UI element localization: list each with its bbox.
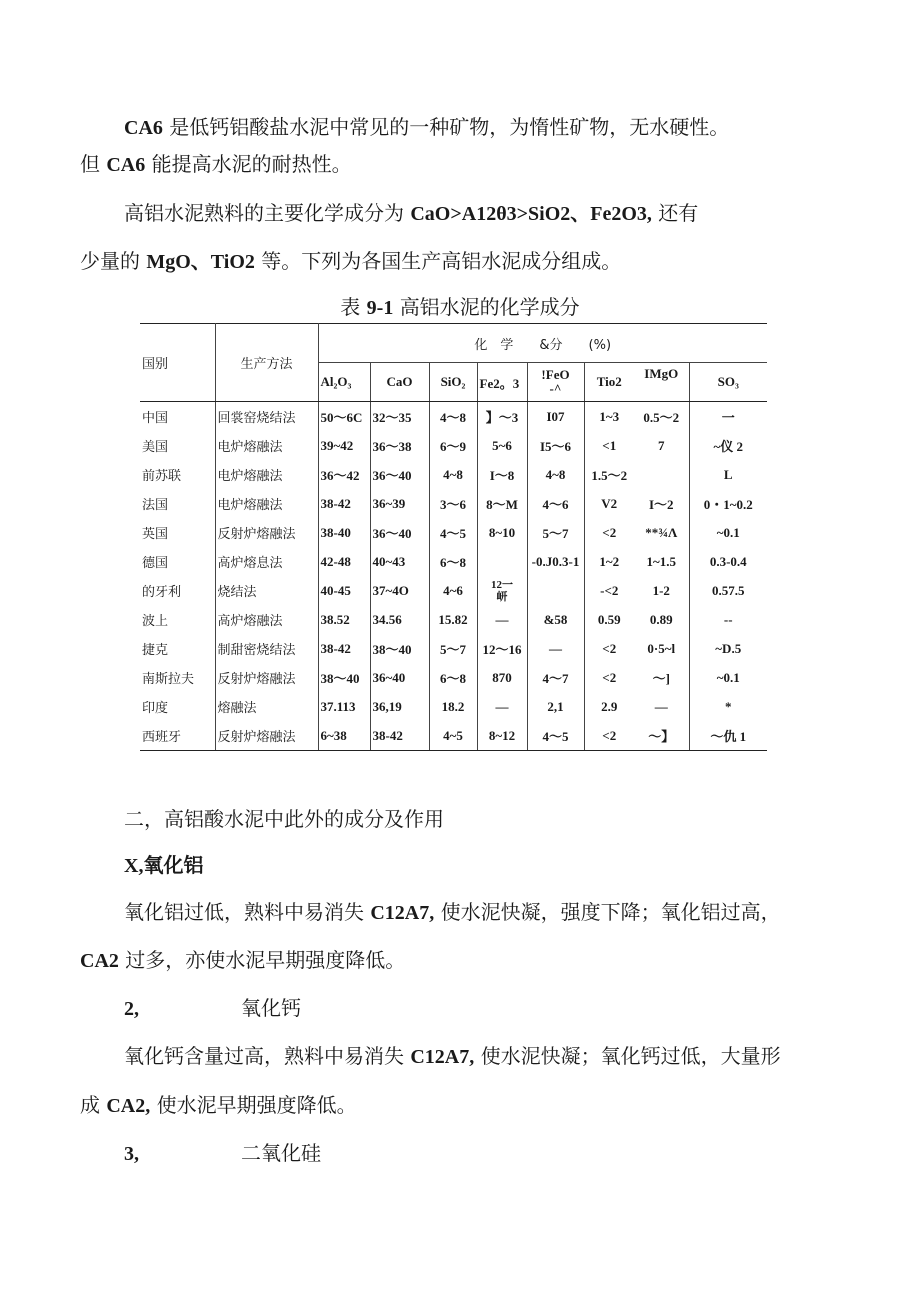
- cell-tio2: 1~3: [599, 408, 620, 424]
- section-heading: 二，高铝酸水泥中此外的成分及作用: [124, 807, 444, 831]
- cell-cao: 36~39: [370, 489, 429, 518]
- cell-fe2o3: 12一 岍: [477, 576, 527, 605]
- cell-method: 反射炉熔融法: [215, 518, 318, 547]
- paragraph-text: 使水泥早期强度降低。: [156, 1093, 357, 1117]
- cell-al2o3: 38-42: [318, 489, 370, 518]
- cell-country: 美国: [140, 431, 215, 460]
- cell-tio2: 0.59: [597, 611, 621, 627]
- cell-country: 南斯拉夫: [140, 663, 215, 692]
- cell-al2o3: 36～42: [318, 460, 370, 489]
- cell-mgo: 1-2: [634, 576, 689, 605]
- cell-feo: 4～6: [527, 489, 584, 518]
- cell-feo: 4～5: [527, 721, 584, 751]
- cell-fe2o3: I～8: [477, 460, 527, 489]
- cell-country: 捷克: [140, 634, 215, 663]
- paragraph-2-line-2: [80, 247, 621, 276]
- cell-cao: 40~43: [370, 547, 429, 576]
- cell-feo: I07: [527, 402, 584, 432]
- cell-feo: 5～7: [527, 518, 584, 547]
- cell-sio2: 5～7: [429, 634, 477, 663]
- cell-so3: L: [723, 466, 733, 482]
- cell-fe2o3: —: [477, 605, 527, 634]
- cell-sio2: 15.82: [429, 605, 477, 634]
- cell-tio2: -<2: [600, 582, 619, 598]
- cell-cao: 36~40: [370, 663, 429, 692]
- cell-tio2: <1: [602, 437, 617, 453]
- cell-cao: 36～38: [370, 431, 429, 460]
- cell-fe2o3: 5~6: [477, 431, 527, 460]
- cell-al2o3: 38-40: [318, 518, 370, 547]
- cell-al2o3: 38～40: [318, 663, 370, 692]
- item-number: 3,: [124, 1143, 139, 1165]
- cell-al2o3: 42-48: [318, 547, 370, 576]
- cell-sio2: 4~5: [429, 721, 477, 751]
- header-col-fe2o3: Fe2。3: [477, 363, 527, 402]
- cell-fe2o3: 8～M: [477, 489, 527, 518]
- item-2-line-2: [80, 1091, 357, 1120]
- cell-feo: 2,1: [527, 692, 584, 721]
- cell-sio2: 4~6: [429, 576, 477, 605]
- cell-cao: 37~4O: [370, 576, 429, 605]
- table-row: [140, 460, 767, 489]
- cell-fe2o3: [477, 547, 527, 576]
- cell-fe2o3: 870: [477, 663, 527, 692]
- cell-cao: 34.56: [370, 605, 429, 634]
- header-method: 生产方法: [215, 324, 318, 402]
- item-3-title: [124, 1139, 321, 1168]
- paragraph-text: 是低钙铝酸盐水泥中常见的一种矿物，为惰性矿物，无水硬性。: [169, 115, 730, 139]
- header-chemical: 化 学 &分 (%): [318, 324, 767, 363]
- composition-table: [140, 323, 767, 751]
- item-title: 二氧化硅: [241, 1141, 321, 1165]
- paragraph-text: 等。下列为各国生产高铝水泥成分组成。: [261, 249, 622, 273]
- caption-prefix: 表: [340, 295, 361, 319]
- cell-country: 西班牙: [140, 721, 215, 751]
- cell-so3: ～仇 1: [689, 721, 767, 751]
- cell-so3: 一: [721, 410, 735, 425]
- item-1-line-1: [124, 898, 781, 927]
- cell-method: 电炉熔融法: [215, 489, 318, 518]
- paragraph-text: 少量的: [80, 249, 140, 273]
- cell-tio2: <2: [602, 524, 617, 540]
- cell-fe2o3: 8~12: [477, 721, 527, 751]
- formula-text: CA2: [80, 950, 119, 972]
- caption-number: 9-1: [366, 297, 394, 319]
- table-row: [140, 663, 767, 692]
- item-title: 氧化钙: [241, 996, 301, 1020]
- cell-cao: 36～40: [370, 460, 429, 489]
- paragraph-text: 高铝水泥熟料的主要化学成分为: [124, 201, 404, 225]
- header-col-feo: !FeO -^: [527, 363, 584, 402]
- table-row: [140, 547, 767, 576]
- header-col-al2o3: Al₂O₃: [318, 363, 370, 402]
- paragraph-text: 使水泥快凝，强度下降；氧化铝过高，: [440, 900, 781, 924]
- cell-method: 回裳窑烧结法: [215, 402, 318, 432]
- paragraph-text: 氧化铝过低，熟料中易消失: [124, 900, 364, 924]
- caption-title: 高铝水泥的化学成分: [399, 295, 580, 319]
- paragraph-text: 能提高水泥的耐热性。: [151, 152, 352, 176]
- cell-tio2: 2.9: [601, 698, 618, 714]
- cell-so3: 0.57.5: [712, 582, 745, 598]
- cell-tio2: <2: [602, 640, 617, 656]
- cell-so3: ~仪 2: [713, 439, 743, 454]
- cell-country: 英国: [140, 518, 215, 547]
- cell-fe2o3: 8~10: [477, 518, 527, 547]
- cell-country: 前苏联: [140, 460, 215, 489]
- formula-text: C12A7,: [370, 902, 435, 924]
- cell-feo: -0.J0.3-1: [527, 547, 584, 576]
- cell-so3: ~0.1: [716, 524, 740, 540]
- item-title: X,氧化铝: [124, 855, 204, 877]
- cell-tio2: 1~2: [599, 553, 620, 569]
- cell-sio2: 3～6: [429, 489, 477, 518]
- table-row: [140, 634, 767, 663]
- paragraph-1-line-1: [124, 113, 729, 142]
- table-caption: [0, 291, 920, 320]
- cell-method: 高炉熔融法: [215, 605, 318, 634]
- cell-method: 熔融法: [215, 692, 318, 721]
- table-row: [140, 518, 767, 547]
- cell-feo: [527, 576, 584, 605]
- cell-mgo: 0·5~l: [634, 634, 689, 663]
- cell-feo: I5～6: [527, 431, 584, 460]
- formula-text: CaO>A12θ3>SiO2、Fe2O3,: [410, 203, 652, 225]
- cell-country: 的牙利: [140, 576, 215, 605]
- cell-so3: 0・1~0.2: [703, 497, 753, 512]
- cell-method: 反射炉熔融法: [215, 721, 318, 751]
- ca6-term: CA6: [124, 117, 163, 139]
- formula-text: CA2,: [106, 1095, 151, 1117]
- cell-method: 高炉熔息法: [215, 547, 318, 576]
- table-row: [140, 576, 767, 605]
- table-row: [140, 605, 767, 634]
- cell-al2o3: 38-42: [318, 634, 370, 663]
- cell-fe2o3: 12～16: [477, 634, 527, 663]
- table-row: [140, 692, 767, 721]
- ca6-term: CA6: [106, 154, 146, 176]
- cell-cao: 38-42: [370, 721, 429, 751]
- cell-cao: 38～40: [370, 634, 429, 663]
- cell-al2o3: 6~38: [318, 721, 370, 751]
- cell-country: 印度: [140, 692, 215, 721]
- cell-feo: &58: [527, 605, 584, 634]
- cell-country: 德国: [140, 547, 215, 576]
- cell-sio2: 6～8: [429, 663, 477, 692]
- header-col-sio2: SiO₂: [429, 363, 477, 402]
- cell-tio2: <2: [602, 669, 617, 685]
- header-col-tio2: Tio2: [584, 363, 634, 402]
- cell-feo: 4~8: [527, 460, 584, 489]
- cell-so3: ~D.5: [715, 640, 742, 656]
- cell-method: 电炉熔融法: [215, 460, 318, 489]
- paragraph-text: 使水泥快凝；氧化钙过低，大量形: [480, 1044, 781, 1068]
- cell-al2o3: 40-45: [318, 576, 370, 605]
- item-1-line-2: [80, 946, 405, 975]
- cell-tio2: V2: [601, 495, 618, 511]
- table-row: [140, 431, 767, 460]
- paragraph-text: 但: [80, 152, 100, 176]
- cell-so3: --: [723, 611, 733, 627]
- cell-al2o3: 38.52: [318, 605, 370, 634]
- cell-mgo: 1~1.5: [634, 547, 689, 576]
- header-col-so3: SO₃: [689, 363, 767, 402]
- paragraph-text: 成: [80, 1093, 100, 1117]
- cell-sio2: 6～8: [429, 547, 477, 576]
- cell-sio2: 4～5: [429, 518, 477, 547]
- cell-sio2: 18.2: [429, 692, 477, 721]
- cell-sio2: 4～8: [429, 402, 477, 432]
- cell-method: 电炉熔融法: [215, 431, 318, 460]
- cell-mgo: 7: [634, 431, 689, 460]
- table-row: [140, 721, 767, 751]
- cell-country: 波上: [140, 605, 215, 634]
- formula-text: C12A7,: [410, 1046, 475, 1068]
- cell-sio2: 4~8: [429, 460, 477, 489]
- cell-mgo: 0.89: [634, 605, 689, 634]
- header-country: 国别: [140, 324, 215, 402]
- cell-al2o3: 37.113: [318, 692, 370, 721]
- cell-mgo: **¾Λ: [634, 518, 689, 547]
- header-col-mgo: IMgO: [634, 363, 689, 402]
- item-2-title: [124, 994, 301, 1023]
- cell-so3: *: [725, 698, 732, 714]
- cell-cao: 36,19: [370, 692, 429, 721]
- cell-mgo: ～]: [634, 663, 689, 692]
- cell-fe2o3: 】～3: [477, 402, 527, 432]
- paragraph-text: 还有: [658, 201, 699, 225]
- cell-so3: ~0.1: [716, 669, 740, 685]
- paragraph-text: 氧化钙含量过高，熟料中易消失: [124, 1044, 404, 1068]
- paragraph-text: 过多，亦使水泥早期强度降低。: [125, 948, 406, 972]
- cell-mgo: 0.5～2: [634, 402, 689, 432]
- cell-feo: 4～7: [527, 663, 584, 692]
- cell-tio2: <2: [584, 721, 634, 751]
- item-2-line-1: [124, 1042, 781, 1071]
- cell-mgo: —: [634, 692, 689, 721]
- table-row: [140, 489, 767, 518]
- cell-cao: 32～35: [370, 402, 429, 432]
- cell-al2o3: 39~42: [318, 431, 370, 460]
- cell-cao: 36～40: [370, 518, 429, 547]
- cell-mgo: [634, 460, 689, 489]
- cell-al2o3: 50～6C: [318, 402, 370, 432]
- header-col-cao: CaO: [370, 363, 429, 402]
- cell-method: 制甜密烧结法: [215, 634, 318, 663]
- item-number: 2,: [124, 998, 139, 1020]
- cell-country: 法国: [140, 489, 215, 518]
- cell-mgo: ～】: [634, 721, 689, 751]
- table-body: [140, 402, 767, 751]
- cell-feo: —: [527, 634, 584, 663]
- cell-country: 中国: [140, 402, 215, 432]
- cell-method: 反射炉熔融法: [215, 663, 318, 692]
- formula-text: MgO、TiO2: [146, 251, 255, 273]
- cell-tio2: 1.5～2: [591, 468, 628, 483]
- table-row: [140, 402, 767, 432]
- cell-mgo: I～2: [634, 489, 689, 518]
- cell-sio2: 6～9: [429, 431, 477, 460]
- cell-so3: 0.3-0.4: [709, 553, 747, 569]
- paragraph-2-line-1: [124, 199, 698, 228]
- paragraph-1-line-2: [80, 150, 352, 179]
- cell-fe2o3: —: [477, 692, 527, 721]
- cell-method: 烧结法: [215, 576, 318, 605]
- item-1-title: [124, 851, 203, 880]
